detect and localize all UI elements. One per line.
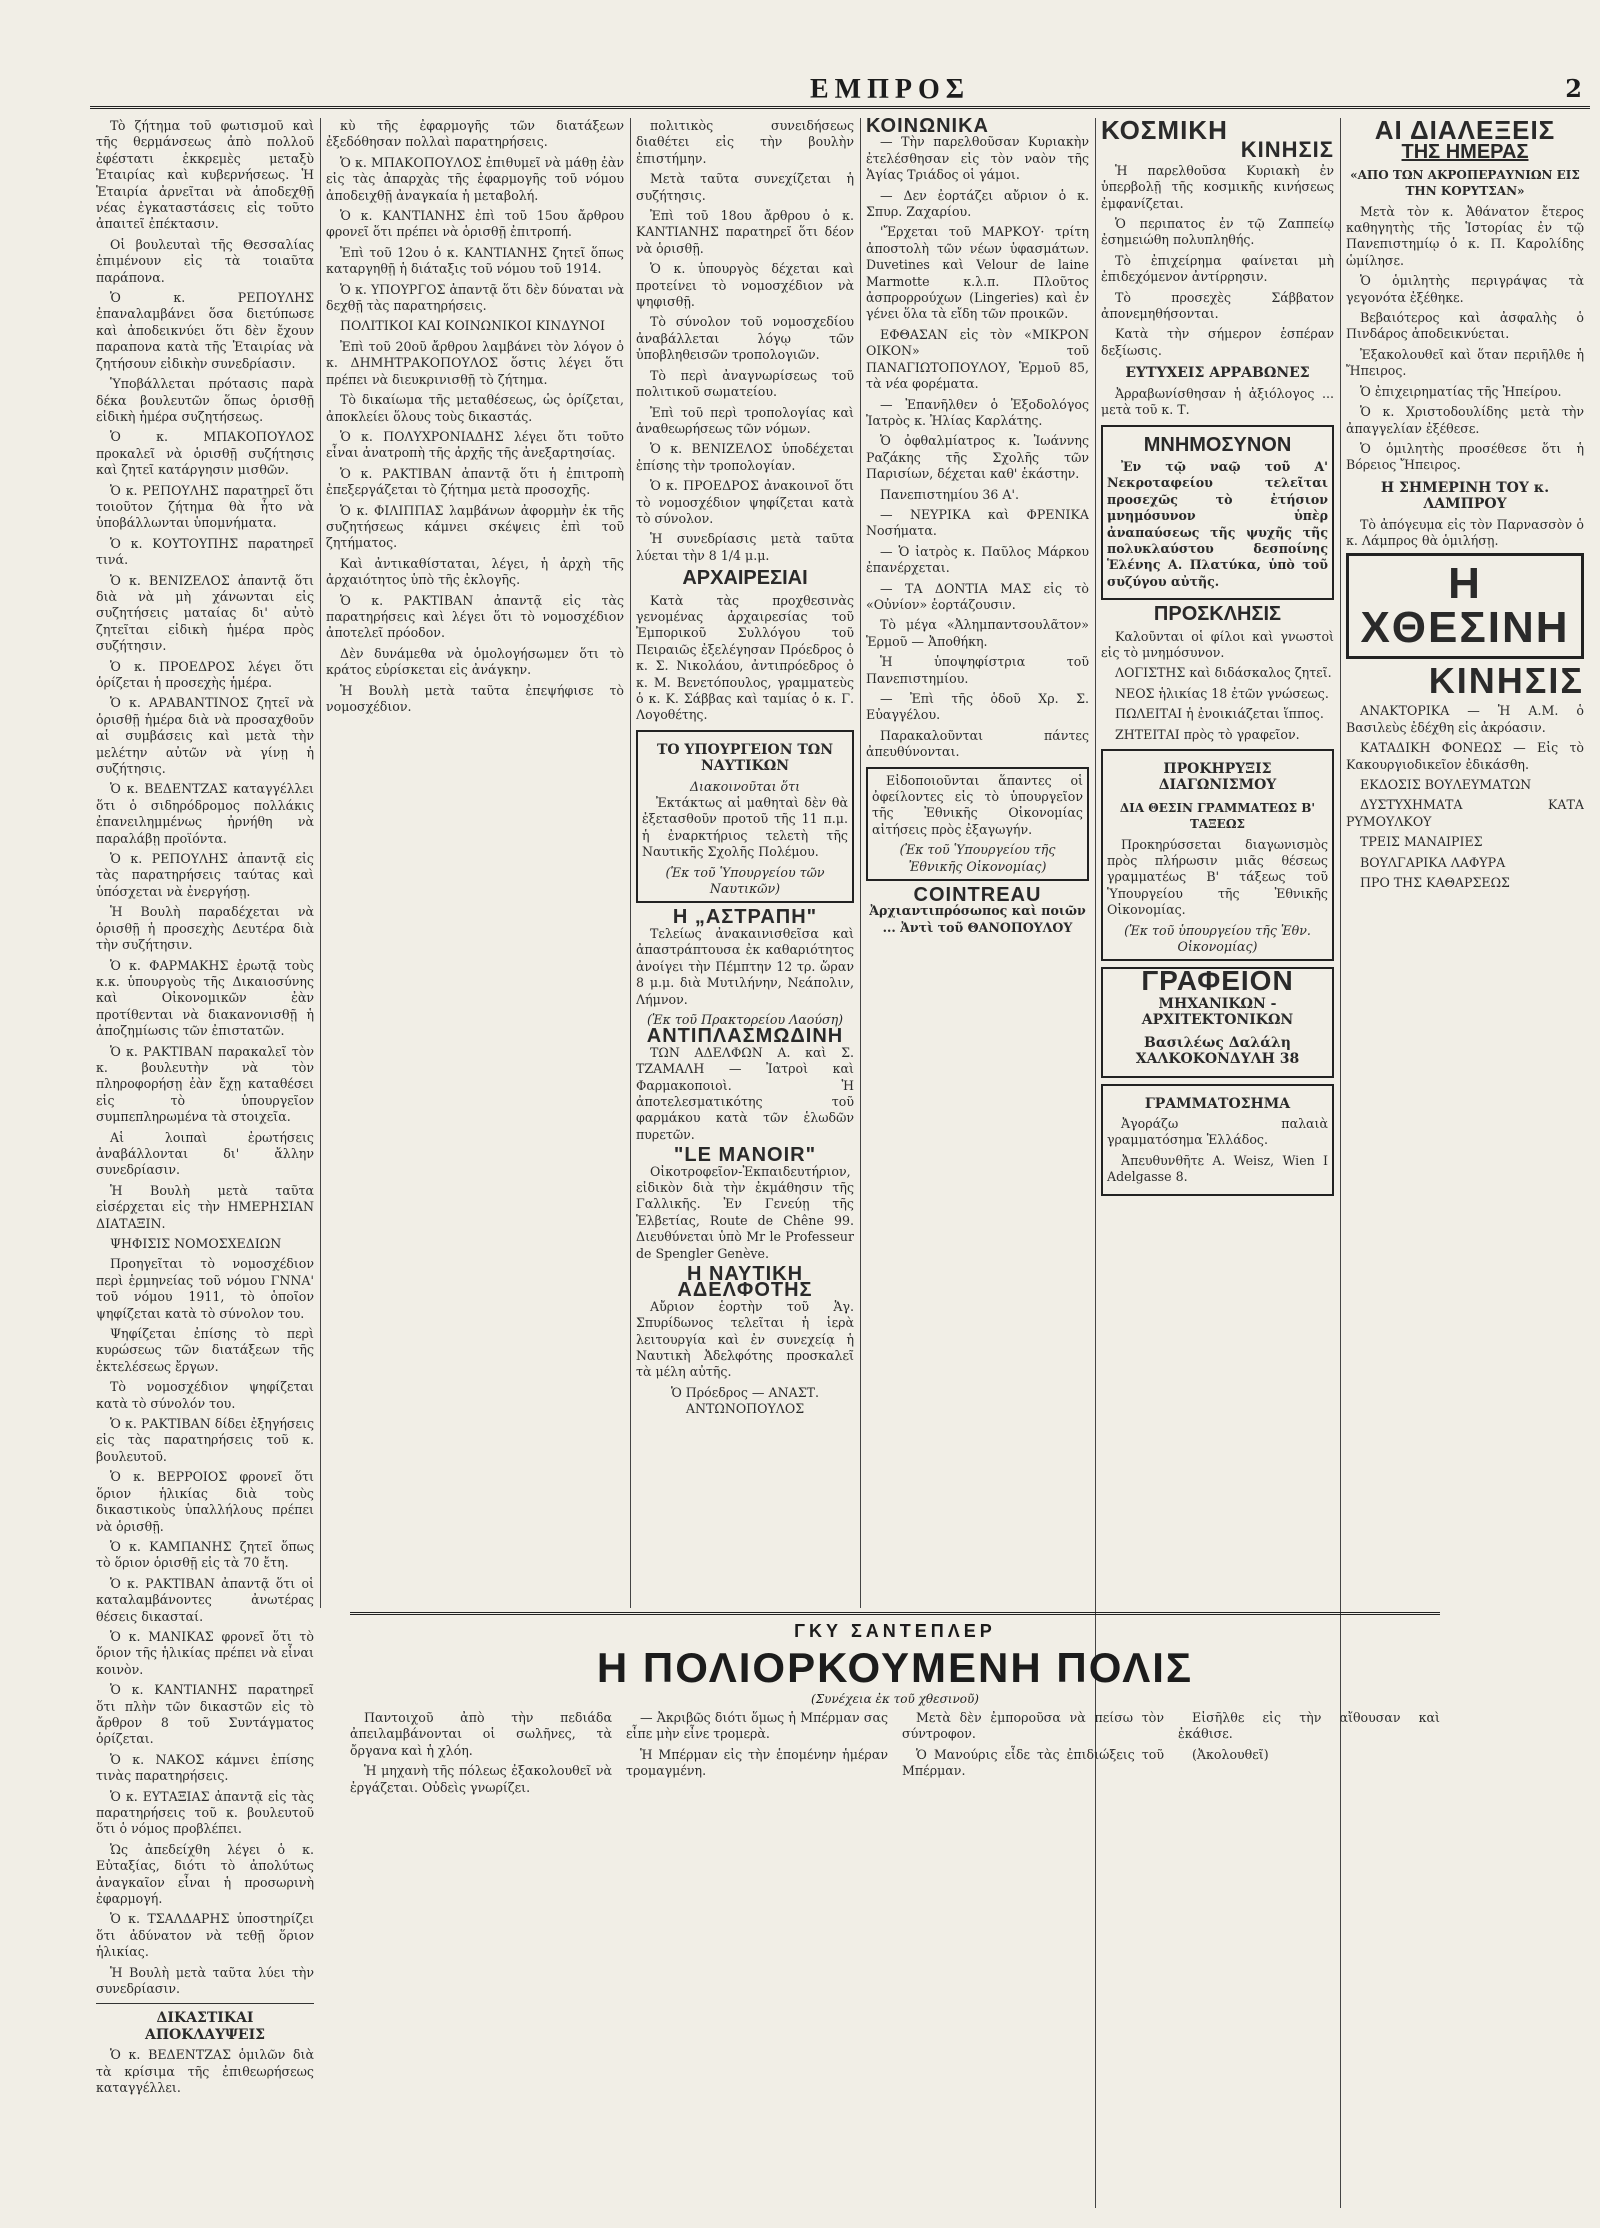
paragraph: Μετὰ δὲν ἐμποροῦσα νὰ πείσω τὸν σύντροφον. [902, 1710, 1164, 1742]
paragraph: Ὁ κ. ΕΥΤΑΞΙΑΣ ἀπαντᾷ εἰς τὰς παρατηρήσεις τοῦ κ. βουλευτοῦ ὅτι ὁ νόμος προβλέπει. [96, 1788, 314, 1837]
news-item: ΕΚΔΟΣΙΣ ΒΟΥΛΕΥΜΑΤΩΝ [1360, 776, 1532, 792]
paragraph: Ὁ κ. ΠΡΟΕΔΡΟΣ λέγει ὅτι ὁρίζεται ἡ προσεχὴς ἡμέρα. [96, 658, 314, 690]
paragraph: — Δεν ἐορτάζει αὔριον ὁ κ. Σπυρ. Ζαχαρίου. [866, 187, 1089, 220]
paragraph: Ὡς ἀπεδείχθη λέγει ὁ κ. Εὐταξίας, διότι τὸ ἀπολύτως ἀναγκαῖον εἶναι ἡ προσωρινὴ ἐφαρμογή. [96, 1841, 314, 1907]
competition-notice [1101, 749, 1334, 961]
paragraph: Ὁ κ. ΤΣΑΛΔΑΡΗΣ ὑποστηρίζει ὅτι ἀδύνατον νὰ τεθῇ ὅριον ἡλικίας. [96, 1911, 314, 1960]
paragraph: Ὁ ὁμιλητὴς προσέθεσε ὅτι ἡ Βόρειος Ἤπειρος. [1346, 440, 1584, 473]
paragraph: Ὁ κ. ΒΕΝΙΖΕΛΟΣ ὑποδέχεται ἐπίσης τὴν τροπολογίαν. [636, 441, 854, 473]
section-subheading: ΔΙΑ ΘΕΣΙΝ ΓΡΑΜΜΑΤΕΩΣ Β' ΤΑΞΕΩΣ [1119, 800, 1316, 832]
serial-column [1178, 1710, 1440, 1800]
notice-text: Εἰδοποιοῦνται ἅπαντες οἱ ὀφείλοντες εἰς τὸ ὑπουργεῖον τῆς Ἐθνικῆς Οἰκονομίας αἰτήσεις πρὸς ἐξαγωγήν. [872, 772, 1083, 837]
paragraph: Ὁ κ. ΡΑΚΤΙΒΑΝ παρακαλεῖ τὸν κ. βουλευτὴν νὰ τὸν πληροφορήσῃ ἐὰν ἔχῃ καταθέσει εἰς τὸ ὑπουργεῖον συμπεπληρωμένα τὰ στοιχεῖα. [96, 1043, 314, 1125]
news-item: ΑΝΑΚΤΟΡΙΚΑ — Ἡ Α.Μ. ὁ Βασιλεὺς ἐδέχθη εἰς ἀκρόασιν. [1346, 703, 1584, 735]
paragraph: Ἡ Βουλὴ μετὰ ταῦτα εἰσέρχεται εἰς τὴν ΗΜΕΡΗΣΙΑΝ ΔΙΑΤΑΞΙΝ. [96, 1182, 314, 1231]
column-rule [320, 118, 321, 1608]
paragraph: Ὁ κ. ΝΑΚΟΣ κάμνει ἐπίσης τινὰς παρατηρήσεις. [96, 1751, 314, 1784]
paragraph: Ἐπὶ τοῦ περὶ τροπολογίας καὶ ἀναθεωρήσεως τῶν νόμων. [636, 404, 854, 436]
paragraph: (Ἀκολουθεῖ) [1192, 1746, 1269, 1762]
ad-text: Ἀρχιαντιπρόσωπος καὶ ποιῶν ... Ἀντὶ τοῦ ΘΑΝΟΠΟΥΛΟΥ [869, 903, 1086, 935]
paragraph: — ΝΕΥΡΙΚΑ καὶ ΦΡΕΝΙΚΑ Νοσήματα. [866, 506, 1089, 539]
serial-subtitle: (Συνέχεια ἐκ τοῦ χθεσινοῦ) [811, 1692, 979, 1706]
ad-address: Ἀπευθυνθῆτε A. Weisz, Wien I Adelgasse 8. [1107, 1152, 1328, 1185]
section-heading: ΕΥΤΥΧΕΙΣ ΑΡΡΑΒΩΝΕΣ [1125, 365, 1310, 382]
paragraph: ΕΦΘΑΣΑΝ εἰς τὸν «ΜΙΚΡΟΝ ΟΙΚΟΝ» τοῦ ΠΑΝΑΓΙΩΤΟΠΟΥΛΟΥ, Ἑρμοῦ 85, τὰ νέα φορέματα. [866, 326, 1089, 392]
ad-stamps [1101, 1084, 1334, 1196]
newspaper-name: ΕΜΠΡΟΣ [810, 74, 971, 105]
section-heading: ΠΡΟΣΚΛΗΣΙΣ [1153, 603, 1282, 626]
paragraph: Ὁ κ. ΦΑΡΜΑΚΗΣ ἐρωτᾷ τοὺς κ.κ. ὑπουργοὺς τῆς Δικαιοσύνης καὶ Οἰκονομικῶν ἐὰν προτίθενται νὰ διακανονισθῇ ἡ ἀποζημίωσις τῶν ἐπιστατῶν. [96, 957, 314, 1039]
paragraph: Ἡ Βουλὴ μετὰ ταῦτα ἐπεψήφισε τὸ νομοσχέδιον. [326, 682, 624, 714]
news-item: ΠΡΟ ΤΗΣ ΚΑΘΑΡΣΕΩΣ [1360, 875, 1510, 890]
paragraph: Ὁ περιπατος ἐν τῷ Ζαππείῳ ἐσημειώθη πολυπληθής. [1101, 216, 1334, 248]
paragraph: Καλοῦνται οἱ φίλοι καὶ γνωστοὶ εἰς τὸ μνημόσυνον. [1101, 628, 1334, 660]
column-archaeresiai [636, 118, 854, 1598]
paragraph: ΨΗΦΙΣΙΣ ΝΟΜΟΣΧΕΔΙΩΝ [110, 1236, 282, 1251]
paragraph: Ἀρραβωνίσθησαν ἡ ἀξιόλογος ... μετὰ τοῦ κ. Τ. [1101, 385, 1334, 418]
divider [96, 2003, 314, 2004]
ad-heading: ΓΡΑΦΕΙΟΝ [1141, 965, 1294, 997]
section-subheading: «ΑΠΟ ΤΩΝ ΑΚΡΟΠΕΡΑΥΝΙΩΝ ΕΙΣ ΤΗΝ ΚΟΡΥΤΣΑΝ» [1350, 167, 1580, 199]
paragraph: Ἐπὶ τοῦ 12ου ὁ κ. ΚΑΝΤΙΑΝΗΣ ζητεῖ ὅπως καταργηθῇ ἡ διάταξις τοῦ νόμου τοῦ 1914. [326, 244, 624, 277]
paragraph: Ὁ κ. ΜΑΝΙΚΑΣ φρονεῖ ὅτι τὸ ὅριον τῆς ἡλικίας πρέπει νὰ εἶναι κοινὸν. [96, 1628, 314, 1677]
serial-title: Η ΠΟΛΙΟΡΚΟΥΜΕΝΗ ΠΟΛΙΣ [596, 1644, 1194, 1691]
paragraph: Δὲν δυνάμεθα νὰ ὁμολογήσωμεν ὅτι τὸ κράτος εὑρίσκεται εἰς ἀνάγκην. [326, 645, 624, 678]
ad-address: Βασιλέως Δαλάλη ΧΑΛΚΟΚΟΝΔΥΛΗ 38 [1135, 1034, 1300, 1068]
classified-ad: ΛΟΓΙΣΤΗΣ καὶ διδάσκαλος ζητεῖ. [1115, 665, 1332, 681]
notice-signature: (Ἐκ τοῦ ὑπουργείου τῆς Ἐθν. Οἰκονομίας) [1124, 922, 1311, 955]
serial-author: ΓΚΥ ΣΑΝΤΕΠΛΕΡ [794, 1621, 996, 1641]
paragraph: Μετὰ ταῦτα συνεχίζεται ἡ συζήτησις. [636, 171, 854, 203]
ad-text: Αὔριον ἑορτὴν τοῦ Ἁγ. Σπυρίδωνος τελεῖται ἡ ἱερὰ λειτουργία καὶ ἐν συνεχείᾳ ἡ Ναυτικὴ Ἀδελφότης προσκαλεῖ τὰ μέλη αὐτῆς. [636, 1298, 854, 1380]
paragraph: — Ἐπὶ τῆς ὁδοῦ Χρ. Σ. Εὐαγγέλου. [866, 691, 1089, 723]
lectures-report [1346, 204, 1584, 474]
section-heading: ΚΟΙΝΩΝΙΚΑ [866, 118, 990, 137]
page-number: 2 [1565, 74, 1582, 103]
paragraph: Ἡ Βουλὴ μετὰ ταῦτα λύει τὴν συνεδρίασιν. [96, 1964, 314, 1997]
notice-box [866, 767, 1089, 881]
paragraph: Αἱ λοιπαὶ ἐρωτήσεις ἀναβάλλονται δι' ἄλλην συνεδρίασιν. [96, 1129, 314, 1178]
ad-heading: ΑΝΤΙΠΛΑΣΜΩΔΙΝΗ [646, 1025, 844, 1048]
section-heading: ΜΝΗΜΟΣΥΝΟΝ [1143, 433, 1292, 456]
paragraph: Ὁ ἐπιχειρηματίας τῆς Ἠπείρου. [1360, 383, 1562, 399]
section-heading: Η ΧΘΕΣΙΝΗ [1346, 553, 1584, 659]
paragraph: πολιτικὸς συνειδήσεως διαθέτει εἰς τὴν βουλὴν ἐπιστήμην. [636, 118, 854, 166]
paragraph: — Τὴν παρελθοῦσαν Κυριακὴν ἐτελέσθησαν εἰς τὸν ναὸν τῆς Ἁγίας Τριάδος οἱ γάμοι. [866, 134, 1089, 183]
classified-ad: ΖΗΤΕΙΤΑΙ πρὸς τὸ γραφεῖον. [1115, 726, 1300, 742]
paragraph: Tò ζήτημα τοῦ φωτισμοῦ καὶ τῆς θερμάνσεως ἀπὸ πολλοῦ ἐφέστατι ἐκκρεμὲς μεταξὺ Ἑταιρίας καὶ κυβερνήσεως. Ἡ Ἑταιρία ἀρνεῖται νὰ ἀποδεχθῇ νέας ἐγκαταστάσεις εἰς τοῦτο ἀπαιτεῖ ἐπέκτασιν. [96, 118, 314, 232]
paragraph: Ὁ κ. ΡΑΚΤΙΒΑΝ ἀπαντᾷ εἰς τὰς παρατηρήσεις καὶ λέγει ὅτι τὸ νομοσχέδιον ἀποτελεῖ πρόοδον. [326, 592, 624, 641]
ad-office [1101, 967, 1334, 1077]
ad-text: Τελείως ἀνακαινισθεῖσα καὶ ἀπαστράπτουσα ἐκ καθαριότητος ἀνοίγει τὴν Πέμπτην 12 τρ. ὥραν 8 μ.μ. διὰ Μυτιλήνην, Νεάπολιν, Λήμνον. [636, 925, 854, 1007]
paragraph: κὺ τῆς ἐφαρμογῆς τῶν διατάξεων ἐξεδόθησαν πολλαὶ παρατηρήσεις. [326, 118, 624, 150]
paragraph: Ὁ κ. ΡΑΚΤΙΒΑΝ ἀπαντᾷ ὅτι οἱ καταλαμβάνοντες ἀνωτέρας θέσεις δικασταί. [96, 1575, 314, 1624]
column-koinonika [866, 118, 1089, 1598]
ad-text: Ἀγοράζω παλαιὰ γραμματόσημα Ἑλλάδος. [1107, 1115, 1328, 1148]
judicial-report [326, 118, 624, 715]
paragraph: Προκηρύσσεται διαγωνισμὸς πρὸς πλήρωσιν μιᾶς θέσεως γραμματέως Β' τάξεως τοῦ Ὑπουργείου τῆς Ἐθνικῆς Οἰκονομίας. [1107, 836, 1328, 918]
paragraph: Ὁ κ. ΠΟΛΥΧΡΟΝΙΑΔΗΣ λέγει ὅτι τοῦτο εἶναι ἀνατροπὴ τῆς ἀρχῆς τῆς ἀνεξαρτησίας. [326, 428, 624, 461]
paragraph: Ὁ ὀφθαλμίατρος κ. Ἰωάννης Ραζάκης τῆς Σχολῆς τῶν Παρισίων, δέχεται καθ' ἑκάστην. [866, 433, 1089, 482]
paragraph: Ὁ κ. ΜΠΑΚΟΠΟΥΛΟΣ ἐπιθυμεῖ νὰ μάθῃ ἐὰν εἰς τὰς ἀπαρχὰς τῆς ἐφαρμογῆς τοῦ νόμου ἀποδειχθῇ ἀναγκαία ἡ μεταβολή. [326, 154, 624, 203]
column-rule [860, 118, 861, 1608]
ad-subheading: Διακοινοῦται ὅτι [689, 778, 801, 794]
notice-signature: (Ἐκ τοῦ Ὑπουργείου τῆς Ἐθνικῆς Οἰκονομίας) [899, 842, 1056, 874]
paragraph: Ὁ κ. ΠΡΟΕΔΡΟΣ ἀνακοινοῖ ὅτι τὸ νομοσχέδιον ψηφίζεται κατὰ τὸ σύνολον. [636, 478, 854, 526]
ad-signature: (Ἐκ τοῦ Ὑπουργείου τῶν Ναυτικῶν) [665, 864, 825, 897]
paragraph: Ἡ συνεδρίασις μετὰ ταῦτα λύεται τὴν 8 1/4 μ.μ. [636, 531, 854, 563]
column-judicial [326, 118, 624, 1598]
paragraph: Ὁ κ. ΑΡΑΒΑΝΤΙΝΟΣ ζητεῖ νὰ ὁρισθῇ ἡμέρα διὰ νὰ προσαχθοῦν αἱ συμβάσεις καὶ μετὰ τὴν μελέτην αὐτῶν νὰ γίνῃ ἡ συζήτησις. [96, 695, 314, 777]
ad-subheading: ΜΗΧΑΝΙΚΩΝ - ΑΡΧΙΤΕΚΤΟΝΙΚΩΝ [1141, 995, 1294, 1029]
parliament-report [96, 118, 314, 1997]
ad-heading: Η „ΑΣΤΡΑΠΗ" [672, 906, 818, 929]
news-item: ΔΥΣΤΥΧΗΜΑΤΑ ΚΑΤΑ ΡΥΜΟΥΛΚΟΥ [1346, 797, 1584, 829]
paragraph: Τὸ δικαίωμα τῆς μεταθέσεως, ὡς ὁρίζεται, ἀποκλείει ὅλους τοὺς δικαστάς. [326, 392, 624, 424]
ad-signature: (Ἐκ τοῦ Πρακτορείου Λαούση) [646, 1011, 844, 1027]
society-news [1101, 163, 1334, 359]
paragraph: Ὁ Μανούρις εἶδε τὰς ἐπιδιώξεις τοῦ Μπέρμαν. [902, 1746, 1164, 1779]
paragraph: Ὁ κ. ΦΙΛΙΠΠΑΣ λαμβάνων ἀφορμὴν ἐκ τῆς συζητήσεως κάμνει σκέψεις ἐπὶ τοῦ ζητήματος. [326, 502, 624, 551]
paragraph: Τὸ περὶ ἀναγνωρίσεως τοῦ πολιτικοῦ σωματείου. [636, 367, 854, 400]
ad-heading: ΓΡΑΜΜΑΤΟΣΗΜΑ [1144, 1095, 1291, 1112]
paragraph: Ὑποβάλλεται πρότασις παρὰ δέκα βουλευτῶν ὅπως ὁρισθῇ εἰδικὴ ἡμέρα συζητήσεως. [96, 376, 314, 424]
section-heading: ΚΟΣΜΙΚΗ [1101, 118, 1228, 145]
serial-novel [350, 1612, 1440, 2215]
paragraph: Πανεπιστημίου 36 Α'. [880, 486, 1019, 502]
column-rule [630, 118, 631, 1608]
paragraph: — Ἐπανῆλθεν ὁ Ἐξοδολόγος Ἰατρὸς κ. Ἠλίας Καρλάτης. [866, 396, 1089, 428]
social-news [866, 134, 1089, 760]
paragraph: Ὁ κ. ΚΑΝΤΙΑΝΗΣ παρατηρεῖ ὅτι πλὴν τῶν δικαστῶν εἰς τὸ ἄρθρον 8 τοῦ Συντάγματος ὁρίζεται. [96, 1682, 314, 1747]
paragraph: Ἐπὶ τοῦ 20οῦ ἄρθρου λαμβάνει τὸν λόγον ὁ κ. ΔΗΜΗΤΡΑΚΟΠΟΥΛΟΣ ὅστις λέγει ὅτι πρέπει νὰ διευκρινισθῇ τὸ ζήτημα. [326, 338, 624, 387]
paragraph: 'Ἔρχεται τοῦ ΜΑΡΚΟΥ· τρίτη ἀποστολὴ τῶν νέων ὑφασμάτων. Duvetines καὶ Velour de laine Marmotte κ.λ.π. Πλοῦτος ἀσπρορρούχων (Lingeries) καὶ ἐν γένει ὅλα τὰ εἴδη τῶν προικῶν. [866, 224, 1089, 322]
section-heading: Η ΣΗΜΕΡΙΝΗ ΤΟΥ κ. ΛΑΜΠΡΟΥ [1380, 479, 1550, 513]
paragraph: Ὁ κ. ΡΕΠΟΥΛΗΣ ἀπαντᾷ εἰς τὰς παρατηρήσεις ταύτας καὶ ὑπόσχεται νὰ ἐνεργήσῃ. [96, 851, 314, 899]
serial-column [902, 1710, 1164, 1800]
news-item: ΚΑΤΑΔΙΚΗ ΦΟΝΕΩΣ — Εἰς τὸ Κακουργιοδικεῖον ἐδικάσθη. [1346, 740, 1584, 772]
column-parliament [96, 118, 314, 2218]
ad-heading: ΤΟ ΥΠΟΥΡΓΕΙΟΝ ΤΩΝ ΝΑΥΤΙΚΩΝ [656, 741, 834, 775]
paragraph: Ὁ κ. Χριστοδουλίδης μετὰ τὴν ἀπαγγελίαν ἐξέθεσε. [1346, 404, 1584, 436]
ad-signature: Ὁ Πρόεδρος — ΑΝΑΣΤ. ΑΝΤΩΝΟΠΟΥΛΟΣ [670, 1384, 820, 1417]
paragraph: Ἐπὶ τοῦ 18ου ἄρθρου ὁ κ. ΚΑΝΤΙΑΝΗΣ παρατηρεῖ ὅτι δέον νὰ ὁρισθῇ. [636, 208, 854, 256]
paragraph: — Ὁ ἰατρὸς κ. Παῦλος Μάρκου ἐπανέρχεται. [866, 543, 1089, 576]
paragraph: Τὸ προσεχὲς Σάββατον ἀπονεμηθήσονται. [1101, 289, 1334, 322]
paragraph: Καὶ ἀντικαθίσταται, λέγει, ἡ ἀρχὴ τῆς ἀρχαιότητος ὑπὸ τῆς ἐκλογῆς. [326, 555, 624, 588]
ad-text: ΤΩΝ ΑΔΕΛΦΩΝ Α. καὶ Σ. ΤΖΑΜΑΛΗ — Ἰατροὶ καὶ Φαρμακοποιοὶ. Ἡ ἀποτελεσματικότης τοῦ φαρμάκου κατὰ τῶν ἑλωδῶν πυρετῶν. [636, 1044, 854, 1142]
paragraph: Μετὰ τὸν κ. Ἀθάνατον ἔτερος καθηγητὴς τῆς Ἱστορίας ἐν τῷ Πανεπιστημίῳ ὁ κ. Π. Καρολίδης ὡμίλησε. [1346, 203, 1584, 268]
ad-heading: Η ΝΑΥΤΙΚΗ ΑΔΕΛΦΟΤΗΣ [677, 1263, 813, 1302]
paragraph: Παρακαλοῦνται πάντες ἀπευθύνονται. [866, 727, 1089, 760]
ad-text: Ἐκτάκτως αἱ μαθηταὶ δὲν θὰ ἐξετασθοῦν προτοῦ τῆς 11 π.μ. ἡ ἐναρκτήριος τελετὴ τῆς Ναυτικῆς Σχολῆς Πολέμου. [642, 795, 848, 860]
section-heading: ΑΡΧΑΙΡΕΣΙΑΙ [682, 567, 808, 590]
paragraph: Ὁ κ. ΒΕΡΡΟΙΟΣ φρονεῖ ὅτι ὅριον ἡλικίας διὰ τοὺς δικαστικοὺς ὑπαλλήλους πρέπει νὰ ὁρισθῇ. [96, 1469, 314, 1534]
memorial-notice [1101, 425, 1334, 601]
paragraph: Ὁ ὁμιλητὴς περιγράψας τὰ γεγονότα ἐξέθηκε. [1346, 273, 1584, 305]
classified-ads [1101, 665, 1334, 743]
paragraph: Τὸ μέγα «Ἀλημπαντσουλᾶτον» Ἑρμοῦ — Ἀποθήκη. [866, 617, 1089, 649]
paragraph: Ὁ κ. ΒΕΔΕΝΤΖΑΣ καταγγέλλει ὅτι ὁ σιδηρόδρομος πολλάκις ἐπανειλημμένως ἠρνήθη νὰ παραλάβῃ προϊόντα. [96, 781, 314, 846]
paragraph: Ὁ κ. ΚΑΜΠΑΝΗΣ ζητεῖ ὅπως τὸ ὅριον ὁρισθῇ εἰς τὰ 70 ἔτη. [96, 1538, 314, 1571]
paragraph: Τὸ ἀπόγευμα εἰς τὸν Παρνασσὸν ὁ κ. Λάμπρος θὰ ὁμιλήσῃ. [1346, 516, 1584, 548]
paragraph: Ὁ κ. ΡΕΠΟΥΛΗΣ παρατηρεῖ ὅτι τοιοῦτον ζήτημα θὰ ἦτο νὰ ὑποβάλλωνται ὑπομνήματα. [96, 482, 314, 531]
section-heading: ΠΡΟΚΗΡΥΞΙΣ ΔΙΑΓΩΝΙΣΜΟΥ [1158, 761, 1277, 794]
paragraph: Ὁ κ. ΚΟΥΤΟΥΠΗΣ παρατηρεῖ τινά. [96, 535, 314, 568]
paragraph: Ἡ Βουλὴ παραδέχεται νὰ ὁρισθῇ ἡ προσεχὴς Δευτέρα διὰ τὴν συζήτησιν. [96, 904, 314, 953]
paragraph: Εἰσῆλθε εἰς τὴν αἴθουσαν καὶ ἐκάθισε. [1178, 1710, 1440, 1742]
paragraph: Τὸ ἐπιχείρημα φαίνεται μὴ ἐπιδεχόμενον ἀντίρρησιν. [1101, 252, 1334, 285]
paragraph: Ἐξακολουθεῖ καὶ ὅταν περιῆλθε ἡ Ἤπειρος. [1346, 346, 1584, 379]
paragraph: Παντοιχοῦ ἀπὸ τὴν πεδιάδα ἀπειλαμβάνονται οἱ σωλῆνες, τὰ ὄργανα καὶ ἡ χλόη. [350, 1710, 612, 1758]
paragraph: Ἡ μηχανὴ τῆς πόλεως ἐξακολουθεῖ νὰ ἐργάζεται. Οὐδεὶς γνωρίζει. [350, 1763, 612, 1795]
news-item: ΒΟΥΛΓΑΡΙΚΑ ΛΑΦΥΡΑ [1360, 854, 1506, 870]
section-heading: ΤΗΣ ΗΜΕΡΑΣ [1401, 141, 1529, 164]
paragraph: Κατὰ τὰς προχθεσινὰς γενομένας ἀρχαιρεσίας τοῦ Ἐμπορικοῦ Συλλόγου τοῦ Πειραιῶς ἐξελέγησαν Πρόεδρος ὁ κ. Σ. Νικολάου, ἀντιπρόεδρος ὁ κ. Μ. Βενετόπουλος, γραμματεὺς ὁ κ. Κ. Σάββας καὶ ταμίας ὁ κ. Γ. Λογοθέτης. [636, 592, 854, 723]
paragraph: Ὁ κ. ΡΑΚΤΙΒΑΝ δίδει ἐξηγήσεις εἰς τὰς παρατηρήσεις τοῦ κ. βουλευτοῦ. [96, 1416, 314, 1464]
parliament-continuation [636, 118, 854, 564]
paragraph: — ΤΑ ΔΟΝΤΙΑ ΜΑΣ εἰς τὸ «Οὐνίον» ἑορτάζουσιν. [866, 580, 1089, 612]
paragraph: Βεβαιότερος καὶ ἀσφαλὴς ὁ Πινδάρος ἀποδεικνύεται. [1346, 310, 1584, 342]
paragraph: Ὁ κ. ΚΑΝΤΙΑΝΗΣ ἐπὶ τοῦ 15ου ἄρθρου φρονεῖ ὅτι πρέπει νὰ ὁρισθῇ ἐπιτροπή. [326, 208, 624, 240]
ad-text: Οἰκοτροφεῖον-Ἐκπαιδευτήριον, εἰδικὸν διὰ τὴν ἐκμάθησιν τῆς Γαλλικῆς. Ἐν Γενεύῃ τῆς Ἑλβετίας, Route de Chêne 99. Διευθύνεται ὑπὸ Mr le Professeur de Spengler Genève. [636, 1163, 854, 1261]
paragraph: Ψηφίζεται ἐπίσης τὸ περὶ κυρώσεως τῶν διατάξεων τῆς ἐκτελέσεως ἔργων. [96, 1326, 314, 1374]
section-heading: ΚΙΝΗΣΙΣ [1240, 137, 1334, 163]
paragraph: Ἡ παρελθοῦσα Κυριακὴ ἐν ὑπερβολῇ τῆς κοσμικῆς κινήσεως ἐμφανίζεται. [1101, 162, 1334, 211]
paragraph: — Ἀκριβῶς διότι ὅμως ἡ Μπέρμαν σας εἶπε μὴν εἶνε τρομερὰ. [626, 1710, 888, 1742]
paragraph: Τὸ σύνολον τοῦ νομοσχεδίου ἀναβάλλεται λόγῳ τῶν ὑποβληθεισῶν τροπολογιῶν. [636, 314, 854, 363]
paragraph: Οἱ βουλευταὶ τῆς Θεσσαλίας ἐπιμένουν εἰς τὰ τοιαῦτα παράπονα. [96, 236, 314, 285]
ad-ministry [636, 730, 854, 904]
paragraph: Κατὰ τὴν σήμερον ἑσπέραν δεξίωσις. [1101, 326, 1334, 358]
serial-body [350, 1710, 1440, 1800]
paragraph: Ὁ κ. ΡΕΠΟΥΛΗΣ ἐπαναλαμβάνει ὅσα διετύπωσε καὶ ἀποδεικνύει ὅτι δὲν ἔχουν παραπονα κατὰ τῆς Ἑταιρίας νὰ ζητήσουν εἰδικὴν συνεδρίασιν. [96, 290, 314, 371]
masthead [90, 66, 1590, 109]
classified-ad: ΠΩΛΕΙΤΑΙ ἡ ἐνοικιάζεται ἵππος. [1115, 706, 1324, 722]
paragraph: Ἡ Μπέρμαν εἰς τὴν ἑπομένην ἡμέραν τρομαγμένη. [626, 1746, 888, 1779]
serial-column [350, 1710, 612, 1800]
paragraph: Ἐν τῷ ναῷ τοῦ Α' Νεκροταφείου τελεῖται προσεχῶς τὸ ἐτήσιον μνημόσυνον ὑπὲρ ἀναπαύσεως τῆς ψυχῆς τῆς πολυκλαύστου δεσποίνης Ἑλένης Α. Πλατύκα, ὑπὸ τοῦ συζύγου αὐτῆς. [1107, 458, 1328, 589]
classified-ad: ΝΕΟΣ ἡλικίας 18 ἐτῶν γνώσεως. [1115, 685, 1329, 701]
paragraph: ΠΟΛΙΤΙΚΟΙ ΚΑΙ ΚΟΙΝΩΝΙΚΟΙ ΚΙΝΔΥΝΟΙ [340, 318, 605, 334]
paragraph: Ὁ κ. ΒΕΔΕΝΤΖΑΣ ὁμιλῶν διὰ τὰ κρίσιμα τῆς ἐπιθεωρήσεως καταγγέλλει. [96, 2047, 314, 2096]
paragraph: Ὁ κ. ὑπουργὸς δέχεται καὶ προτείνει τὸ νομοσχέδιον νὰ ψηφισθῇ. [636, 261, 854, 310]
ad-heading: "LE MANOIR" [673, 1144, 817, 1167]
section-heading: ΔΙΚΑΣΤΙΚΑΙ ΑΠΟΚΛΑΥΨΕΙΣ [144, 2010, 266, 2043]
yesterday-news [1346, 703, 1584, 891]
paragraph: Ὁ κ. ΡΑΚΤΙΒΑΝ ἀπαντᾷ ὅτι ἡ ἐπιτροπὴ ἐπεξεργάζεται τὸ ζήτημα μετὰ προσοχῆς. [326, 465, 624, 498]
paragraph: Ἡ ὑποψηφίστρια τοῦ Πανεπιστημίου. [866, 654, 1089, 686]
ad-heading: COINTREAU [913, 884, 1042, 907]
serial-column [626, 1710, 888, 1800]
paragraph: Προηγεῖται τὸ νομοσχέδιον περὶ ἑρμηνείας τοῦ νόμου ΓΝΝΑ' τοῦ νόμου 1911, τὸ ὁποῖον ψηφίζεται κατὰ τὸ σύνολον του. [96, 1256, 314, 1321]
paragraph: Ὁ κ. ΒΕΝΙΖΕΛΟΣ ἀπαντᾷ ὅτι διὰ νὰ μὴ χάνωνται εἰς συζητήσεις ματαίας δι' αὐτὸ ζητεῖται εἰδικὴ ἡμέρα πρὸς συζήτησιν. [96, 572, 314, 654]
paragraph: Ὁ κ. ΥΠΟΥΡΓΟΣ ἀπαντᾷ ὅτι δὲν δύναται νὰ δεχθῇ τὰς παρατηρήσεις. [326, 281, 624, 314]
paragraph: Τὸ νομοσχέδιον ψηφίζεται κατὰ τὸ σύνολόν του. [96, 1379, 314, 1411]
paragraph: Ὁ κ. ΜΠΑΚΟΠΟΥΛΟΣ προκαλεῖ νὰ ὁρισθῇ συζήτησις καὶ ζητεῖ κατάργησιν μισθῶν. [96, 429, 314, 478]
section-heading: ΑΙ ΔΙΑΛΕΞΕΙΣ [1374, 118, 1556, 145]
section-heading: ΚΙΝΗΣΙΣ [1428, 660, 1584, 702]
news-item: ΤΡΕΙΣ ΜΑΝΑΙΡΙΕΣ [1360, 834, 1483, 850]
